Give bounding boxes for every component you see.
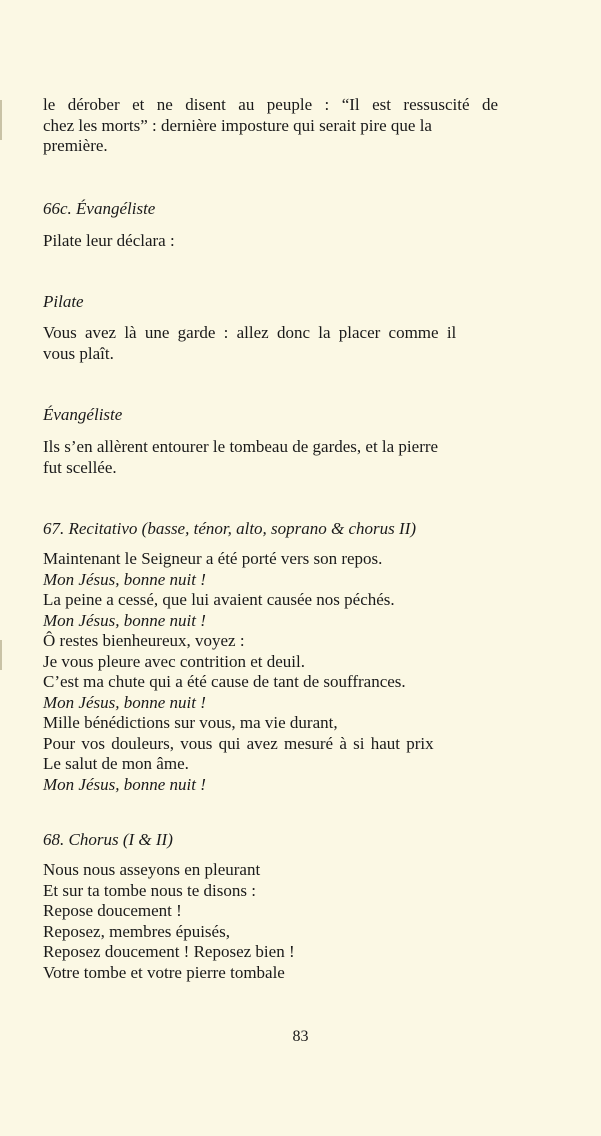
refrain-line: Mon Jésus, bonne nuit ! [43, 610, 206, 630]
speaker-heading-pilate: Pilate [43, 292, 84, 311]
intro-paragraph [43, 95, 498, 157]
verse-line: Et sur ta tombe nous te disons : [43, 880, 256, 900]
evangeliste-line: fut scellée. [43, 457, 117, 477]
refrain-line: Mon Jésus, bonne nuit ! [43, 692, 206, 712]
refrain-line: Mon Jésus, bonne nuit ! [43, 774, 206, 794]
verse-line: Le salut de mon âme. [43, 754, 189, 773]
verse-line: Maintenant le Seigneur a été porté vers son repos. [43, 549, 383, 568]
section-heading-68: 68. Chorus (I & II) [43, 830, 173, 849]
verse-line: C’est ma chute qui a été cause de tant de souffrances. [43, 672, 406, 691]
intro-line: chez les morts” : dernière imposture qui serait pire que la [43, 115, 432, 135]
page-number: 83 [292, 1028, 309, 1045]
intro-line: première. [43, 136, 108, 155]
verse-line: La peine a cessé, que lui avaient causée nos péchés. [43, 590, 395, 609]
evangeliste-line: Ils s’en allèrent entourer le tombeau de gardes, et la pierre [43, 437, 439, 456]
section-heading-66c: 66c. Évangéliste [43, 199, 156, 218]
verse-line: Mille bénédictions sur vous, ma vie durant, [43, 713, 338, 732]
page-edge-mark [0, 100, 2, 140]
verse-line: Je vous pleure avec contrition et deuil. [43, 651, 305, 671]
chorus-verses [43, 860, 498, 983]
page-edge-mark [0, 640, 2, 670]
pilate-line: vous plaît. [43, 343, 114, 363]
recitativo-verses [43, 549, 498, 795]
verse-line: Nous nous asseyons en pleurant [43, 860, 261, 879]
verse-line: Votre tombe et votre pierre tombale [43, 962, 285, 982]
evangeliste-paragraph [43, 437, 498, 478]
verse-line: Pour vos douleurs, vous qui avez mesuré à si haut prix [43, 733, 434, 753]
verse-line: Reposez, membres épuisés, [43, 921, 230, 941]
verse-line: Ô restes bienheureux, voyez : [43, 631, 245, 650]
section-text-66c: Pilate leur déclara : [43, 231, 175, 250]
verse-line: Reposez doucement ! Reposez bien ! [43, 942, 295, 961]
section-heading-67: 67. Recitativo (basse, ténor, alto, soprano & chorus II) [43, 519, 417, 538]
intro-line: le dérober et ne disent au peuple : “Il est ressuscité de [43, 95, 498, 114]
pilate-paragraph [43, 323, 498, 364]
verse-line: Repose doucement ! [43, 901, 182, 920]
refrain-line: Mon Jésus, bonne nuit ! [43, 569, 206, 589]
speaker-heading-evangeliste: Évangéliste [43, 405, 123, 424]
pilate-line: Vous avez là une garde : allez donc la placer comme il [43, 323, 457, 342]
